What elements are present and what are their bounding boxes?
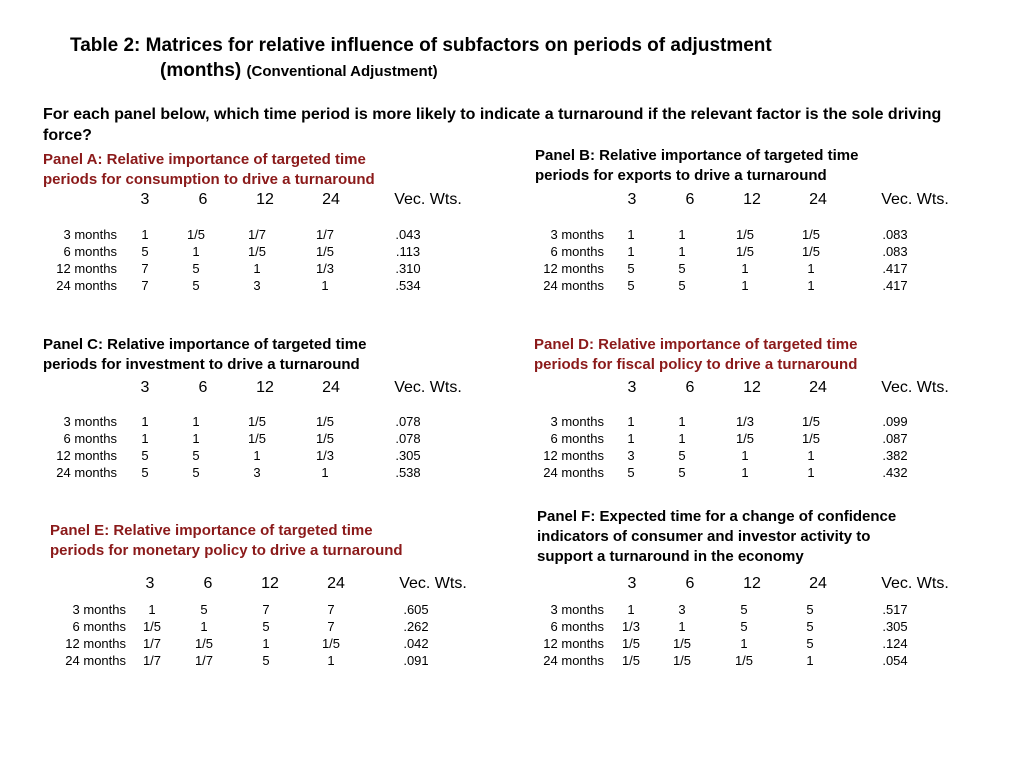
cell: 1/3	[315, 448, 335, 463]
title-months: (months)	[160, 60, 242, 81]
panel-d-title-line1: Panel D: Relative importance of targeted time	[534, 336, 858, 353]
header-12: 12	[743, 575, 761, 592]
panel-a-title	[43, 150, 483, 190]
vec-wt: .262	[403, 619, 429, 634]
panel-a-title-line1: Panel A: Relative importance of targeted time	[43, 151, 366, 168]
header-3: 3	[145, 575, 155, 592]
cell: 5	[192, 465, 200, 480]
vec-wt: .517	[882, 602, 908, 617]
row-label: 3 months	[550, 414, 604, 429]
title-line2	[70, 58, 772, 84]
cell: 5	[806, 619, 814, 634]
cell: 1	[253, 261, 261, 276]
vec-wt: .534	[395, 278, 421, 293]
vec-wt: .078	[395, 431, 421, 446]
cell: 1	[627, 602, 635, 617]
panel-c	[43, 335, 483, 480]
row-label: 12 months	[543, 261, 604, 276]
cell: 5	[192, 448, 200, 463]
cell: 7	[327, 602, 335, 617]
header-vec-wts: Vec. Wts.	[394, 379, 462, 396]
vec-wt: .382	[882, 448, 908, 463]
cell: 1/5	[801, 431, 821, 446]
cell: 1/7	[247, 227, 267, 242]
cell: 1	[192, 414, 200, 429]
header-6: 6	[198, 379, 208, 396]
panel-e-title	[50, 521, 490, 561]
cell: 1	[807, 261, 815, 276]
header-vec-wts: Vec. Wts.	[881, 575, 949, 592]
cell: 1	[678, 227, 686, 242]
row-label: 3 months	[550, 602, 604, 617]
vec-wt: .083	[882, 244, 908, 259]
cell: 5	[678, 278, 686, 293]
header-6: 6	[685, 191, 695, 208]
cell: 5	[262, 653, 270, 668]
row-label: 12 months	[56, 261, 117, 276]
title-subtitle: (Conventional Adjustment)	[246, 63, 438, 80]
cell: 1	[740, 636, 748, 651]
cell: 5	[806, 602, 814, 617]
cell: 1	[627, 227, 635, 242]
row-label: 6 months	[550, 244, 604, 259]
cell: 1/5	[672, 636, 692, 651]
cell: 1/5	[801, 244, 821, 259]
cell: 5	[200, 602, 208, 617]
panel-f	[537, 507, 977, 668]
table-row	[50, 618, 490, 635]
cell: 1	[678, 244, 686, 259]
header-12: 12	[256, 191, 274, 208]
header-vec-wts: Vec. Wts.	[881, 379, 949, 396]
row-label: 3 months	[550, 227, 604, 242]
row-label: 24 months	[56, 465, 117, 480]
row-label: 12 months	[65, 636, 126, 651]
panel-a-header	[43, 190, 483, 210]
cell: 1	[148, 602, 156, 617]
cell: 1/5	[247, 244, 267, 259]
panel-f-title-line3: support a turnaround in the economy	[537, 548, 804, 565]
cell: 5	[678, 448, 686, 463]
cell: 1/5	[621, 636, 641, 651]
panel-d-title	[534, 335, 974, 375]
header-24: 24	[322, 379, 340, 396]
cell: 1/5	[735, 227, 755, 242]
header-6: 6	[685, 379, 695, 396]
cell: 5	[141, 244, 149, 259]
cell: 1/3	[315, 261, 335, 276]
panel-c-header	[43, 378, 483, 398]
header-vec-wts: Vec. Wts.	[394, 191, 462, 208]
vec-wt: .305	[882, 619, 908, 634]
panel-e	[50, 521, 490, 668]
panel-b-title-line2: periods for exports to drive a turnaround	[535, 167, 827, 184]
panel-b	[535, 146, 975, 293]
cell: 1/5	[315, 414, 335, 429]
panel-b-title-line1: Panel B: Relative importance of targeted time	[535, 147, 859, 164]
cell: 1/5	[735, 431, 755, 446]
table-row	[537, 635, 977, 652]
header-6: 6	[685, 575, 695, 592]
header-12: 12	[256, 379, 274, 396]
cell: 1	[321, 465, 329, 480]
cell: 1	[678, 414, 686, 429]
vec-wt: .538	[395, 465, 421, 480]
row-label: 24 months	[56, 278, 117, 293]
panel-e-header	[50, 574, 490, 594]
cell: 1	[141, 227, 149, 242]
cell: 5	[192, 261, 200, 276]
table-row	[50, 652, 490, 669]
cell: 5	[192, 278, 200, 293]
panel-c-title-line1: Panel C: Relative importance of targeted time	[43, 336, 367, 353]
cell: 1/5	[315, 431, 335, 446]
cell: 1/5	[186, 227, 206, 242]
cell: 1/5	[734, 653, 754, 668]
table-row	[43, 447, 483, 464]
cell: 3	[678, 602, 686, 617]
table-row	[534, 413, 974, 430]
panel-a	[43, 150, 483, 293]
cell: 1	[141, 414, 149, 429]
table-row	[534, 430, 974, 447]
table-row	[535, 260, 975, 277]
header-3: 3	[627, 191, 637, 208]
table-row	[537, 618, 977, 635]
cell: 1/5	[801, 414, 821, 429]
cell: 1	[192, 431, 200, 446]
header-3: 3	[140, 379, 150, 396]
question-text: For each panel below, which time period is more likely to indicate a turnaround if the relevant factor is the sole driving force?	[43, 106, 942, 144]
row-label: 12 months	[543, 636, 604, 651]
vec-wt: .417	[882, 261, 908, 276]
vec-wt: .091	[403, 653, 429, 668]
header-24: 24	[322, 191, 340, 208]
table-row	[535, 277, 975, 294]
row-label: 3 months	[72, 602, 126, 617]
header-6: 6	[198, 191, 208, 208]
row-label: 12 months	[56, 448, 117, 463]
panel-f-rows	[537, 601, 977, 669]
row-label: 24 months	[543, 278, 604, 293]
row-label: 24 months	[543, 653, 604, 668]
panel-a-title-line2: periods for consumption to drive a turnaround	[43, 171, 375, 188]
cell: 5	[627, 278, 635, 293]
cell: 1	[678, 619, 686, 634]
cell: 1/5	[315, 244, 335, 259]
vec-wt: .605	[403, 602, 429, 617]
vec-wt: .305	[395, 448, 421, 463]
cell: 1/5	[194, 636, 214, 651]
cell: 1	[807, 448, 815, 463]
cell: 1	[678, 431, 686, 446]
cell: 1	[807, 465, 815, 480]
cell: 1	[200, 619, 208, 634]
table-row	[534, 464, 974, 481]
cell: 1	[741, 465, 749, 480]
header-3: 3	[627, 379, 637, 396]
cell: 1/7	[315, 227, 335, 242]
cell: 1	[806, 653, 814, 668]
cell: 1/5	[247, 431, 267, 446]
cell: 1/5	[735, 244, 755, 259]
row-label: 24 months	[65, 653, 126, 668]
header-12: 12	[743, 191, 761, 208]
cell: 7	[327, 619, 335, 634]
table-row	[43, 464, 483, 481]
cell: 7	[141, 278, 149, 293]
panel-e-title-line1: Panel E: Relative importance of targeted time	[50, 522, 373, 539]
cell: 5	[678, 465, 686, 480]
panel-d-header	[534, 378, 974, 398]
panel-f-title-line2: indicators of consumer and investor activity to	[537, 528, 871, 545]
cell: 5	[627, 465, 635, 480]
cell: 5	[627, 261, 635, 276]
cell: 5	[141, 448, 149, 463]
vec-wt: .099	[882, 414, 908, 429]
panel-e-title-line2: periods for monetary policy to drive a turnaround	[50, 542, 403, 559]
vec-wt: .124	[882, 636, 908, 651]
table-row	[43, 226, 483, 243]
panel-b-header	[535, 190, 975, 210]
cell: 1	[807, 278, 815, 293]
panel-c-title-line2: periods for investment to drive a turnaround	[43, 356, 360, 373]
cell: 1	[262, 636, 270, 651]
cell: 5	[740, 619, 748, 634]
row-label: 12 months	[543, 448, 604, 463]
cell: 1	[741, 261, 749, 276]
panel-c-rows	[43, 413, 483, 481]
vec-wt: .432	[882, 465, 908, 480]
table-row	[537, 601, 977, 618]
cell: 5	[262, 619, 270, 634]
table-row	[43, 243, 483, 260]
cell: 7	[262, 602, 270, 617]
cell: 1/5	[247, 414, 267, 429]
table-row	[43, 413, 483, 430]
vec-wt: .042	[403, 636, 429, 651]
panel-b-title	[535, 146, 975, 186]
table-row	[534, 447, 974, 464]
page-title	[70, 33, 772, 84]
header-12: 12	[743, 379, 761, 396]
row-label: 6 months	[63, 244, 117, 259]
title-line1: Table 2: Matrices for relative influence of subfactors on periods of adjustment	[70, 35, 772, 56]
cell: 3	[253, 278, 261, 293]
header-24: 24	[327, 575, 345, 592]
header-3: 3	[627, 575, 637, 592]
panel-c-title	[43, 335, 483, 375]
panel-b-rows	[535, 226, 975, 294]
vec-wt: .113	[395, 244, 421, 259]
cell: 5	[141, 465, 149, 480]
header-6: 6	[203, 575, 213, 592]
header-12: 12	[261, 575, 279, 592]
cell: 1/5	[621, 653, 641, 668]
row-label: 3 months	[63, 414, 117, 429]
vec-wt: .083	[882, 227, 908, 242]
table-row	[50, 601, 490, 618]
cell: 5	[740, 602, 748, 617]
cell: 1/5	[142, 619, 162, 634]
cell: 1	[741, 448, 749, 463]
panel-d-title-line2: periods for fiscal policy to drive a turnaround	[534, 356, 858, 373]
cell: 1/5	[672, 653, 692, 668]
panel-d	[534, 335, 974, 480]
row-label: 6 months	[550, 431, 604, 446]
cell: 7	[141, 261, 149, 276]
cell: 1	[321, 278, 329, 293]
table-row	[43, 277, 483, 294]
row-label: 6 months	[63, 431, 117, 446]
cell: 1	[627, 431, 635, 446]
table-row	[43, 260, 483, 277]
cell: 1/3	[621, 619, 641, 634]
cell: 1	[741, 278, 749, 293]
header-24: 24	[809, 191, 827, 208]
panel-e-rows	[50, 601, 490, 669]
header-vec-wts: Vec. Wts.	[399, 575, 467, 592]
panel-f-header	[537, 574, 977, 594]
vec-wt: .043	[395, 227, 421, 242]
cell: 3	[253, 465, 261, 480]
row-label: 6 months	[550, 619, 604, 634]
cell: 5	[806, 636, 814, 651]
header-24: 24	[809, 575, 827, 592]
panel-a-rows	[43, 226, 483, 294]
row-label: 3 months	[63, 227, 117, 242]
cell: 1/7	[142, 636, 162, 651]
vec-wt: .417	[882, 278, 908, 293]
table-row	[535, 226, 975, 243]
panel-f-title-line1: Panel F: Expected time for a change of confidence	[537, 508, 897, 525]
cell: 1	[627, 414, 635, 429]
cell: 1/7	[142, 653, 162, 668]
cell: 1	[253, 448, 261, 463]
vec-wt: .054	[882, 653, 908, 668]
header-vec-wts: Vec. Wts.	[881, 191, 949, 208]
table-row	[43, 430, 483, 447]
header-3: 3	[140, 191, 150, 208]
cell: 1/5	[801, 227, 821, 242]
cell: 1	[192, 244, 200, 259]
table-row	[537, 652, 977, 669]
panel-d-rows	[534, 413, 974, 481]
panel-f-title	[537, 507, 977, 567]
cell: 1/3	[735, 414, 755, 429]
cell: 1	[327, 653, 335, 668]
cell: 5	[678, 261, 686, 276]
header-24: 24	[809, 379, 827, 396]
vec-wt: .087	[882, 431, 908, 446]
row-label: 6 months	[72, 619, 126, 634]
cell: 3	[627, 448, 635, 463]
cell: 1/7	[194, 653, 214, 668]
cell: 1	[141, 431, 149, 446]
cell: 1/5	[321, 636, 341, 651]
table-row	[50, 635, 490, 652]
cell: 1	[627, 244, 635, 259]
vec-wt: .078	[395, 414, 421, 429]
row-label: 24 months	[543, 465, 604, 480]
table-row	[535, 243, 975, 260]
vec-wt: .310	[395, 261, 421, 276]
